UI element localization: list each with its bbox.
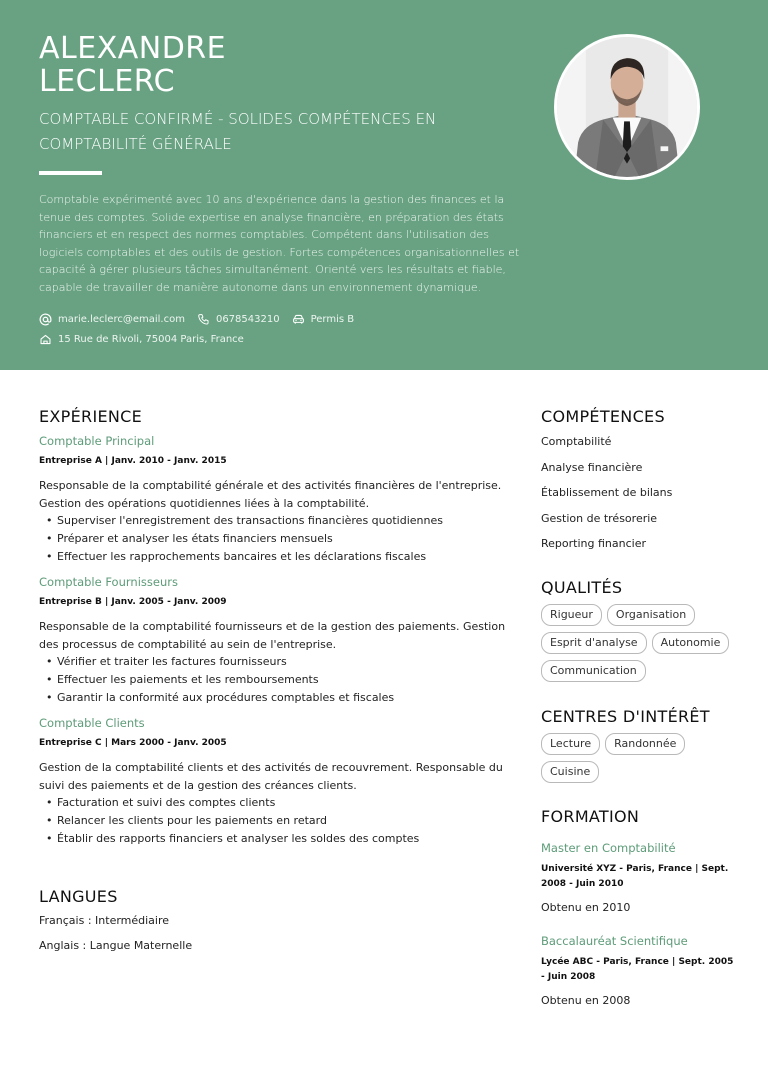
car-icon bbox=[292, 313, 305, 326]
name-first: ALEXANDRE bbox=[39, 31, 227, 66]
contact-row-2 bbox=[39, 333, 256, 346]
person-portrait-icon bbox=[557, 37, 697, 177]
list-item: • Préparer et analyser les états financiers mensuels bbox=[46, 530, 516, 548]
quality-tag: Autonomie bbox=[652, 632, 730, 654]
quality-tag: Organisation bbox=[607, 604, 695, 626]
qualities-title: QUALITÉS bbox=[541, 578, 623, 597]
profile-photo bbox=[554, 34, 700, 180]
email-text: marie.leclerc@email.com bbox=[58, 314, 185, 325]
skill-item: Gestion de trésorerie bbox=[541, 511, 658, 525]
job-1-company: Entreprise A | Janv. 2010 - Janv. 2015 bbox=[39, 456, 227, 466]
phone-text: 0678543210 bbox=[215, 314, 280, 325]
education-2-degree: Baccalauréat Scientifique bbox=[541, 934, 688, 948]
resume-header bbox=[0, 0, 768, 370]
language-item: Français : Intermédiaire bbox=[39, 914, 170, 927]
job-1-description: Responsable de la comptabilité générale et des activités financières de l'entreprise. Gestion des opérations quotidiennes liées à la comptabilité. bbox=[39, 479, 502, 510]
phone-icon bbox=[197, 313, 210, 326]
education-1-degree: Master en Comptabilité bbox=[541, 841, 676, 855]
interest-tag: Cuisine bbox=[541, 761, 599, 783]
language-item: Anglais : Langue Maternelle bbox=[39, 939, 193, 952]
list-item: • Effectuer les paiements et les remboursements bbox=[46, 671, 516, 689]
job-2-company: Entreprise B | Janv. 2005 - Janv. 2009 bbox=[39, 597, 227, 607]
list-item: • Garantir la conformité aux procédures comptables et fiscales bbox=[46, 689, 516, 707]
education-2-obtained: Obtenu en 2008 bbox=[541, 994, 631, 1007]
list-item: • Relancer les clients pour les paiements en retard bbox=[46, 812, 516, 830]
skills-title: COMPÉTENCES bbox=[541, 407, 665, 426]
license-text: Permis B bbox=[310, 314, 355, 325]
education-2-school: Lycée ABC - Paris, France | Sept. 2005 - Juin 2008 bbox=[541, 957, 734, 982]
contact-row-1 bbox=[39, 313, 366, 326]
skill-item: Établissement de bilans bbox=[541, 486, 673, 499]
skill-item: Comptabilité bbox=[541, 435, 612, 448]
address-text: 15 Rue de Rivoli, 75004 Paris, France bbox=[58, 334, 244, 345]
skill-item: Reporting financier bbox=[541, 537, 646, 550]
job-3-bullets bbox=[46, 794, 516, 848]
quality-tag: Rigueur bbox=[541, 604, 602, 626]
list-item: • Superviser l'enregistrement des transactions financières quotidiennes bbox=[46, 512, 516, 530]
at-icon bbox=[39, 313, 52, 326]
job-headline: COMPTABLE CONFIRMÉ - SOLIDES COMPÉTENCES EN COMPTABILITÉ GÉNÉRALE bbox=[39, 110, 437, 153]
job-2-bullets bbox=[46, 653, 516, 707]
interests-title: CENTRES D'INTÉRÊT bbox=[541, 707, 710, 726]
interests-tags bbox=[541, 733, 741, 789]
list-item: • Effectuer les rapprochements bancaires et les déclarations fiscales bbox=[46, 548, 516, 566]
job-3-title: Comptable Clients bbox=[39, 716, 145, 730]
qualities-tags bbox=[541, 604, 741, 688]
education-title: FORMATION bbox=[541, 807, 640, 826]
job-3-description: Gestion de la comptabilité clients et des activités de recouvrement. Responsable du suivi des paiements et de la gestion des créances clients. bbox=[39, 761, 503, 792]
list-item: • Établir des rapports financiers et analyser les soldes des comptes bbox=[46, 830, 516, 848]
contact-email bbox=[39, 313, 185, 326]
experience-title: EXPÉRIENCE bbox=[39, 407, 143, 426]
job-1-title: Comptable Principal bbox=[39, 434, 155, 448]
interest-tag: Randonnée bbox=[605, 733, 685, 755]
candidate-name bbox=[39, 32, 226, 98]
interest-tag: Lecture bbox=[541, 733, 600, 755]
list-item: • Facturation et suivi des comptes clients bbox=[46, 794, 516, 812]
skills-list bbox=[541, 433, 741, 561]
contact-license bbox=[292, 313, 355, 326]
skill-item: Analyse financière bbox=[541, 460, 643, 474]
header-divider bbox=[39, 171, 102, 175]
job-2-description: Responsable de la comptabilité fournisseurs et de la gestion des paiements. Gestion des processus de comptabilité au sein de l'entreprise. bbox=[39, 620, 506, 651]
name-last: LECLERC bbox=[39, 64, 176, 99]
job-2-title: Comptable Fournisseurs bbox=[39, 575, 178, 589]
languages-title: LANGUES bbox=[39, 887, 118, 906]
profile-summary: Comptable expérimenté avec 10 ans d'expérience dans la gestion des finances et la tenue des comptes. Solide expertise en analyse financière, en préparation des états financiers et en respect des normes comptables. Compétent dans l'utilisation des logiciels comptables et des outils de gestion. Fortes compétences organisationnelles et capacité à gérer plusieurs tâches simultanément. Orienté vers les résultats et fiable, capable de travailler de manière autonome dans un environnement dynamique. bbox=[39, 193, 520, 294]
job-1-bullets bbox=[46, 512, 516, 566]
quality-tag: Communication bbox=[541, 660, 646, 682]
contact-address bbox=[39, 333, 244, 346]
list-item: • Vérifier et traiter les factures fournisseurs bbox=[46, 653, 516, 671]
quality-tag: Esprit d'analyse bbox=[541, 632, 647, 654]
home-icon bbox=[39, 333, 52, 346]
education-1-obtained: Obtenu en 2010 bbox=[541, 901, 631, 914]
contact-phone bbox=[197, 313, 280, 326]
job-3-company: Entreprise C | Mars 2000 - Janv. 2005 bbox=[39, 738, 227, 748]
education-1-school: Université XYZ - Paris, France | Sept. 2008 - Juin 2010 bbox=[541, 864, 729, 889]
